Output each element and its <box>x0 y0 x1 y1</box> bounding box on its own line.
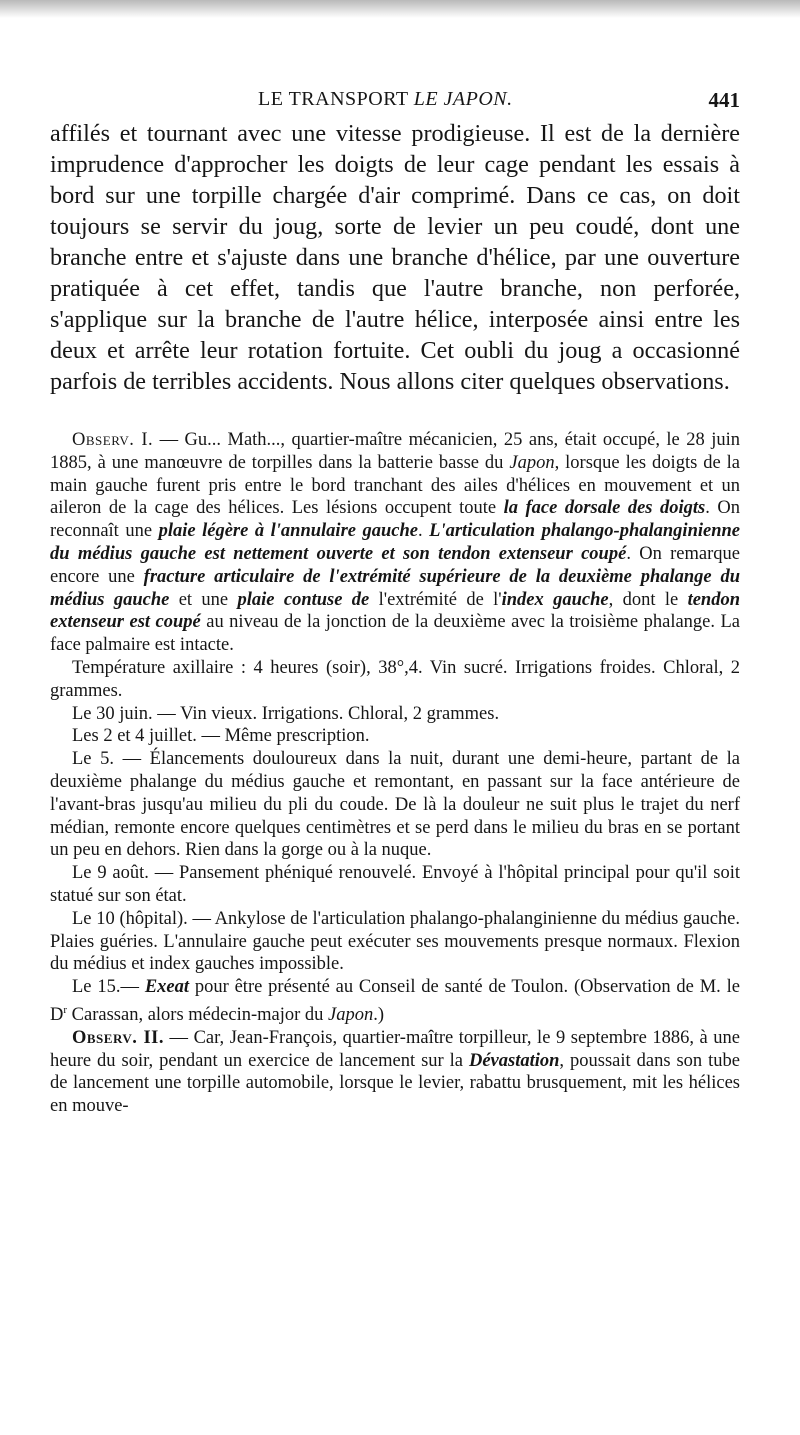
paragraph-30-juin: Le 30 juin. — Vin vieux. Irrigations. Chloral, 2 grammes. <box>72 703 500 724</box>
paragraph-9-aout: Le 9 août. — Pansement phéniqué renouvelé. Envoyé à l'hôpital principal pour qu'il soit statué sur son état. <box>50 863 740 906</box>
running-head: LE TRANSPORT LE JAPON. <box>258 88 513 110</box>
page-header <box>50 88 740 118</box>
observation-2: Observ. II. — Car, Jean-François, quartier-maître torpilleur, le 9 septembre 1886, à une heure du soir, pendant un exercice de lancement sur la Dévastation, poussait dans son tube de lancement une torpille automobile, lorsque le levier, rabattu brusquement, mit les hélices en mouve- <box>50 1027 741 1117</box>
observation-label: Observ. I. <box>72 430 154 450</box>
paragraph-juillet: Les 2 et 4 juillet. — Même prescription. <box>72 726 370 747</box>
paragraph-temperature: Température axillaire : 4 heures (soir), 38°,4. Vin sucré. Irrigations froides. Chloral, 2 grammes. <box>50 657 740 701</box>
observation-1: Observ. I. — Gu... Math..., quartier-maître mécanicien, 25 ans, était occupé, le 28 juin 1885, à une manœuvre de torpilles dans la batterie basse du Japon, lorsque les doigts de la main gauche furent pris entre le bord tranchant des ailes d'hélices en mouvement et un aileron de la cage des hélices. Les lésions occupent toute la face dorsale des doigts. On reconnaît une plaie légère à l'annulaire gauche. L'articulation phalango-phalanginienne du médius gauche est nettement ouverte et son tendon extenseur coupé. On remarque encore une fracture articulaire de l'extrémité supérieure de la deuxième phalange du médius gauche et une plaie contuse de l'extrémité de l'index gauche, dont le tendon extenseur est coupé au niveau de la jonction de la deuxième avec la troisième phalange. La face palmaire est intacte. <box>50 430 741 656</box>
intro-paragraph: affilés et tournant avec une vitesse prodigieuse. Il est de la dernière imprudence d'approcher les doigts de leur cage pendant les essais à bord sur une torpille chargée d'air comprimé. Dans ce cas, on doit toujours se servir du joug, sorte de levier un peu coudé, dont une branche entre et s'ajuste dans une branche d'hélice, par une ouverture pratiquée à cet effet, tandis que l'autre branche, non perforée, s'applique sur la branche de l'autre hélice, interposée ainsi entre les deux et arrête leur rotation fortuite. Cet oubli du joug a occasionné parfois de terribles accidents. Nous allons citer quelques observations. <box>50 120 740 395</box>
observation-label: Observ. II. <box>72 1027 164 1048</box>
paragraph-le-15: Le 15.— Exeat pour être présenté au Conseil de santé de Toulon. (Observation de M. le $D^r$ Carassan, alors médecin-major du Japon.) <box>50 977 740 1026</box>
observations <box>50 429 740 1118</box>
book-page <box>50 88 740 1118</box>
paragraph-le-5: Le 5. — Élancements douloureux dans la nuit, durant une demi-heure, partant de la deuxième phalange du médius gauche et remontant, en passant sur la face antérieure de l'avant-bras jusqu'au milieu du pli du coude. De là la douleur ne suit plus le trajet du nerf médian, remonte encore quelques centimètres et se perd dans le milieu du bras en se portant un peu en dehors. Rien dans la gorge ou à la nuque. <box>50 749 740 861</box>
page-number: 441 <box>708 88 740 112</box>
scan-edge <box>0 0 800 18</box>
paragraph-le-10: Le 10 (hôpital). — Ankylose de l'articulation phalango-phalanginienne du médius gauche. Plaies guéries. L'annulaire gauche peut exécuter ses mouvements presque normaux. Flexion du médius et index gauches impossible. <box>50 908 740 975</box>
